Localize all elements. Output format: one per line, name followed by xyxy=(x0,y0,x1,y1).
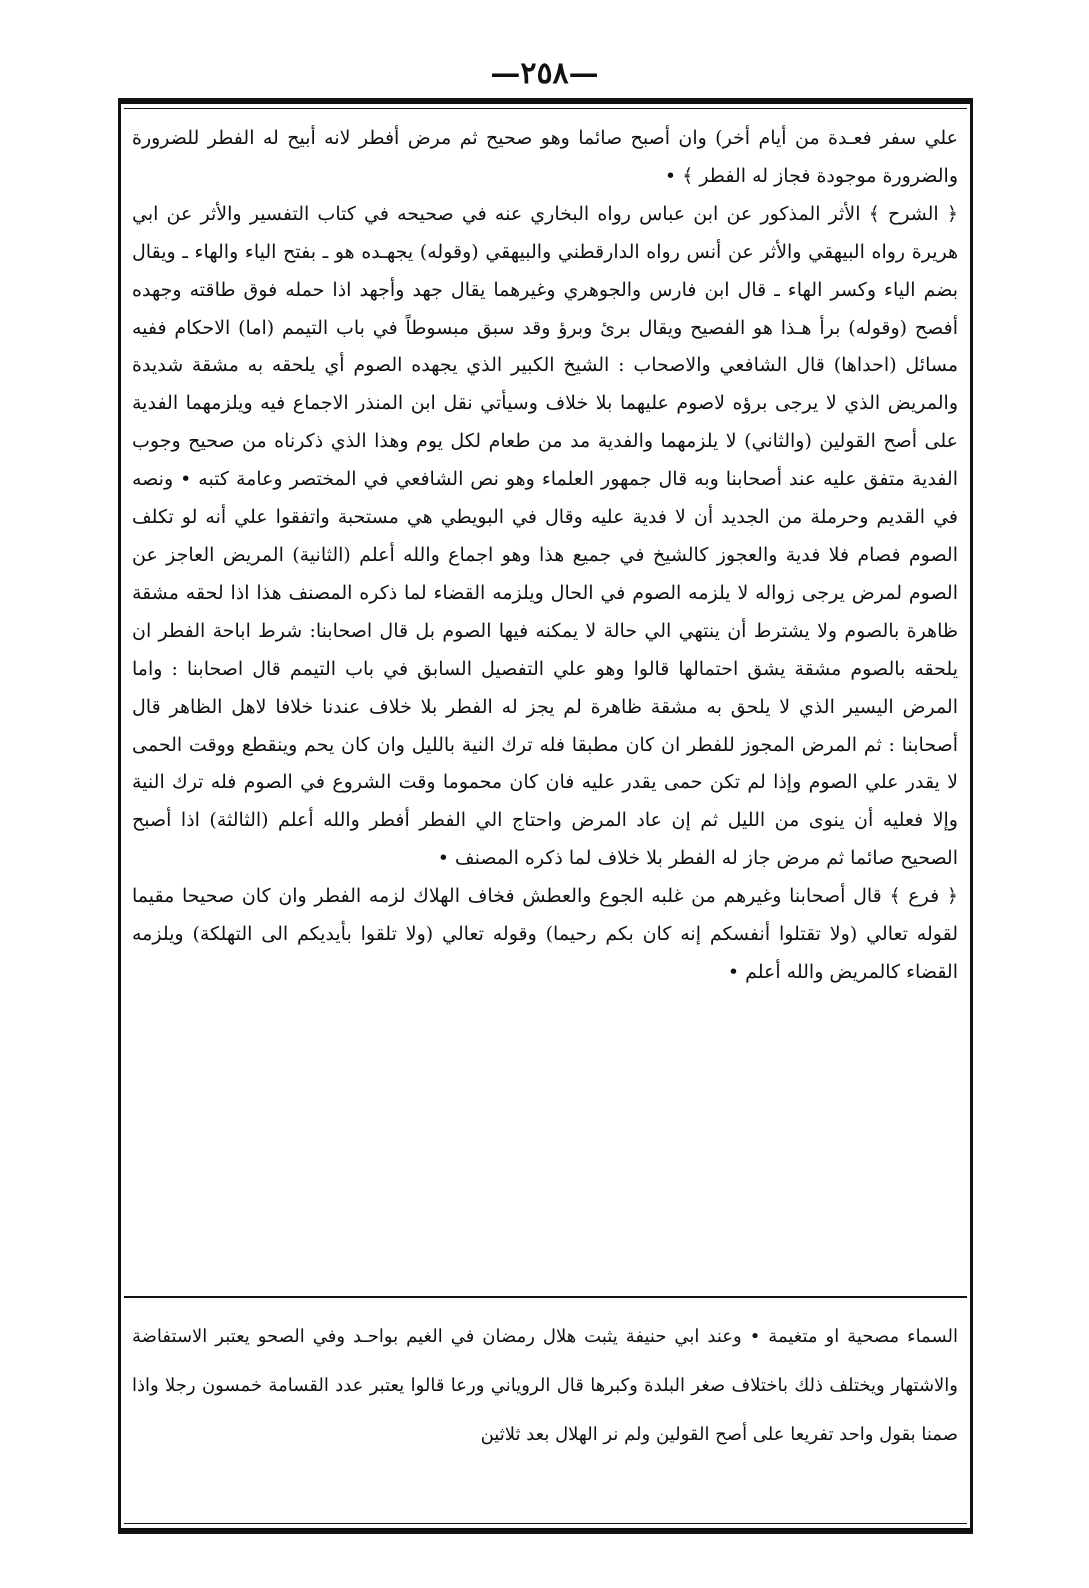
footnote-divider xyxy=(124,1296,967,1298)
paragraph-branch: ﴿ فرع ﴾ قال أصحابنا وغيرهم من غلبه الجوع والعطش فخاف الهلاك لزمه الفطر وان كان صحيحا مقيما لقوله تعالي (ولا تقتلوا أنفسكم إنه كان بكم رحيما) وقوله تعالي (ولا تلقوا بأيديكم الى التهلكة) ويلزمه القضاء كالمريض والله أعلم • xyxy=(132,885,958,983)
paragraph-commentary: ﴿ الشرح ﴾ الأثر المذكور عن ابن عباس رواه البخاري عنه في صحيحه في كتاب التفسير والأثر عن ابي هريرة رواه البيهقي والأثر عن أنس رواه الدارقطني والبيهقي (وقوله) يجهـده هو ـ بفتح الياء والهاء ـ ويقال بضم الياء وكسر الهاء ـ قال ابن فارس والجوهري وغيرهما يقال جهد وأجهد اذا حمله فوق طاقته وجهده أفصح (وقوله) برأ هـذا هو الفصيح ويقال برئ وبرؤ وقد سبق مبسوطاً في باب التيمم (اما) الاحكام ففيه مسائل (احداها) قال الشافعي والاصحاب : الشيخ الكبير الذي يجهده الصوم أي يلحقه به مشقة شديدة والمريض الذي لا يرجى برؤه لاصوم عليهما بلا خلاف وسيأتي نقل ابن المنذر الاجماع فيه ويلزمهما الفدية على أصح القولين (والثاني) لا يلزمهما والفدية مد من طعام لكل يوم وهذا الذي ذكرناه من صحيح وجوب الفدية متفق عليه عند أصحابنا وبه قال جمهور العلماء وهو نص الشافعي في المختصر وعامة كتبه • ونصه في القديم وحرملة من الجديد أن لا فدية عليه وقال في البويطي هي مستحبة واتفقوا علي أنه لو تكلف الصوم فصام فلا فدية والعجوز كالشيخ في جميع هذا وهو اجماع والله أعلم (الثانية) المريض العاجز عن الصوم لمرض يرجى زواله لا يلزمه الصوم في الحال ويلزمه القضاء لما ذكره المصنف هذا اذا لحقه مشقة ظاهرة بالصوم ولا يشترط أن ينتهي الي حالة لا يمكنه فيها الصوم بل قال اصحابنا: شرط اباحة الفطر ان يلحقه بالصوم مشقة يشق احتمالها قالوا وهو علي التفصيل السابق في باب التيمم قال اصحابنا : واما المرض اليسير الذي لا يلحق به مشقة ظاهرة لم يجز له الفطر بلا خلاف عندنا خلافا لاهل الظاهر قال أصحابنا : ثم المرض المجوز للفطر ان كان مطبقا فله ترك النية بالليل وان كان يحم وينقطع ووقت الحمى لا يقدر علي الصوم وإذا لم تكن حمى يقدر عليه فان كان محموما وقت الشروع في الصوم فله ترك النية وإلا فعليه أن ينوى من الليل ثم إن عاد المرض واحتاج الي الفطر أفطر والله أعلم (الثالثة) اذا أصبح الصحيح صائما ثم مرض جاز له الفطر بلا خلاف لما ذكره المصنف • xyxy=(132,202,958,870)
main-text-block xyxy=(132,120,958,992)
page-number: —٢٥٨— xyxy=(490,56,599,91)
footnote-text: السماء مصحية او متغيمة • وعند ابي حنيفة يثبت هلال رمضان في الغيم بواحـد وفي الصحو يعتبر الاستفاضة والاشتهار ويختلف ذلك باختلاف صغر البلدة وكبرها قال الروياني ورعا قالوا يعتبر عدد القسامة خمسون رجلا واذا صمنا بقول واحد تفريعا على أصح القولين ولم نر الهلال بعد ثلاثين xyxy=(132,1326,958,1445)
paragraph-opening: علي سفر فعـدة من أيام أخر) وان أصبح صائما وهو صحيح ثم مرض أفطر لانه أبيح له الفطر للضرورة والضرورة موجودة فجاز له الفطر ﴾ • xyxy=(132,127,958,187)
footnote-block xyxy=(132,1312,958,1459)
